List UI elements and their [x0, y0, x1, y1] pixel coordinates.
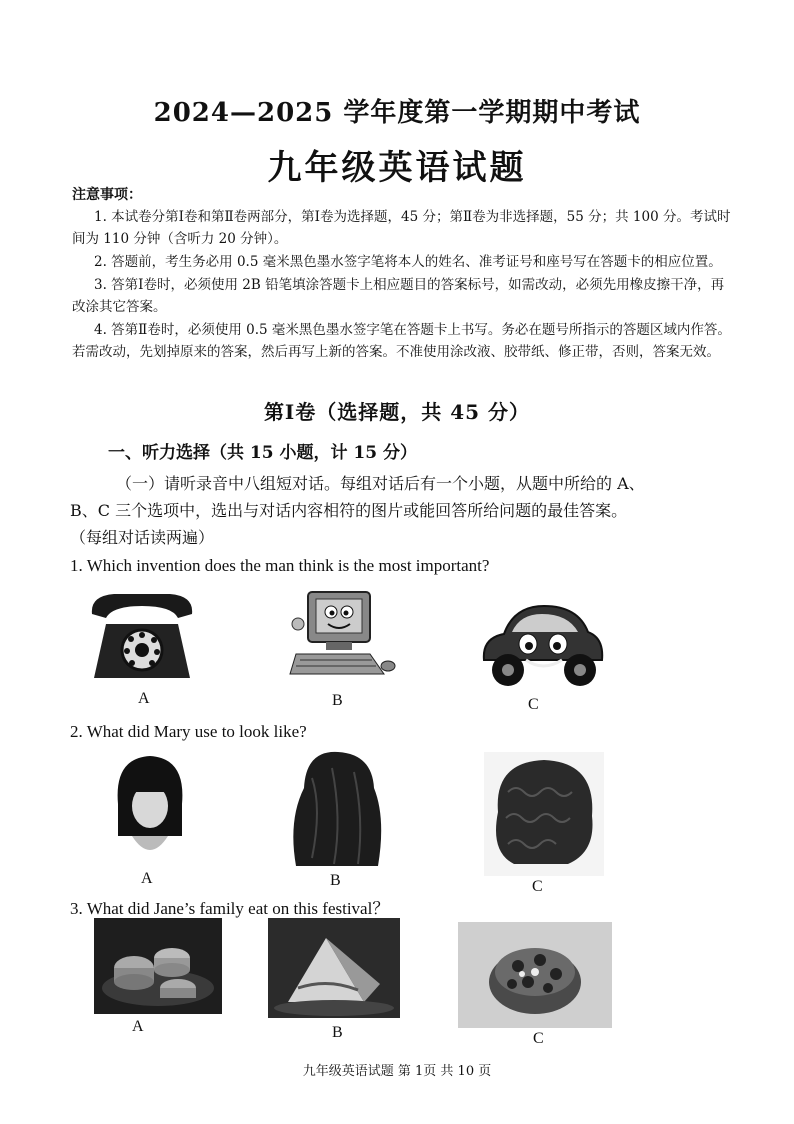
question-2: 2. What did Mary use to look like? — [70, 722, 307, 741]
option-label: A — [138, 690, 150, 707]
option-label: A — [132, 1018, 144, 1035]
notes-heading: 注意事项： — [72, 187, 142, 203]
instruction-line: （一）请听录音中八组短对话。每组对话后有一个小题，从题中所给的 A、 — [116, 474, 645, 493]
short-straight-hair-photo — [112, 752, 188, 864]
note-item: 1. 本试卷分第Ⅰ卷和第Ⅱ卷两部分，第Ⅰ卷为选择题，45 分；第Ⅱ卷为非选择题，55 分；共 100 分。考试时间为 110 分钟（含听力 20 分钟）。 — [72, 209, 731, 247]
part-title: 一、听力选择（共 15 小题，计 15 分） — [108, 443, 417, 463]
question-3: 3. What did Jane’s family eat on this festival？ — [70, 899, 390, 918]
telephone-icon — [84, 588, 200, 684]
option-label: C — [528, 696, 539, 713]
computer-icon — [286, 588, 398, 684]
car-icon — [474, 598, 608, 694]
exam-subtitle: 九年级英语试题 — [267, 148, 527, 188]
option-label: C — [532, 878, 543, 895]
note-item: 3. 答第Ⅰ卷时，必须使用 2B 铅笔填涂答题卡上相应题目的答案标号，如需改动，必须先用橡皮擦干净，再改涂其它答案。 — [72, 277, 725, 315]
notes-list — [72, 206, 732, 364]
note-item: 4. 答第Ⅱ卷时，必须使用 0.5 毫米黑色墨水签字笔在答题卡上书写。务必在题号所指示的答题区域内作答。若需改动，先划掉原来的答案，然后再写上新的答案。不准使用涂改液、胶带纸、修正带，否则，答案无效。 — [72, 322, 731, 360]
cake-photo — [458, 922, 612, 1028]
section-title: 第Ⅰ卷（选择题，共 45 分） — [263, 400, 531, 424]
page-footer: 九年级英语试题 第 1页 共 10 页 — [302, 1064, 492, 1079]
option-label: B — [332, 1024, 343, 1041]
instruction-line: B、C 三个选项中，选出与对话内容相符的图片或能回答所给问题的最佳答案。 — [70, 501, 628, 520]
option-label: C — [533, 1030, 544, 1047]
curly-hair-photo — [484, 752, 604, 876]
question-1: 1. Which invention does the man think is the most important? — [70, 556, 490, 575]
exam-title: 2024—2025 学年度第一学期期中考试 — [153, 98, 641, 128]
instruction-line: （每组对话读两遍） — [70, 528, 215, 547]
zongzi-photo — [268, 918, 400, 1018]
note-item: 2. 答题前，考生务必用 0.5 毫米黑色墨水签字笔将本人的姓名、准考证号和座号写在答题卡的相应位置。 — [94, 254, 722, 270]
long-wavy-hair-photo — [282, 748, 392, 868]
mooncakes-photo — [94, 918, 222, 1014]
option-label: B — [330, 872, 341, 889]
option-label: B — [332, 692, 343, 709]
option-label: A — [141, 870, 153, 887]
listening-instruction — [70, 470, 730, 551]
